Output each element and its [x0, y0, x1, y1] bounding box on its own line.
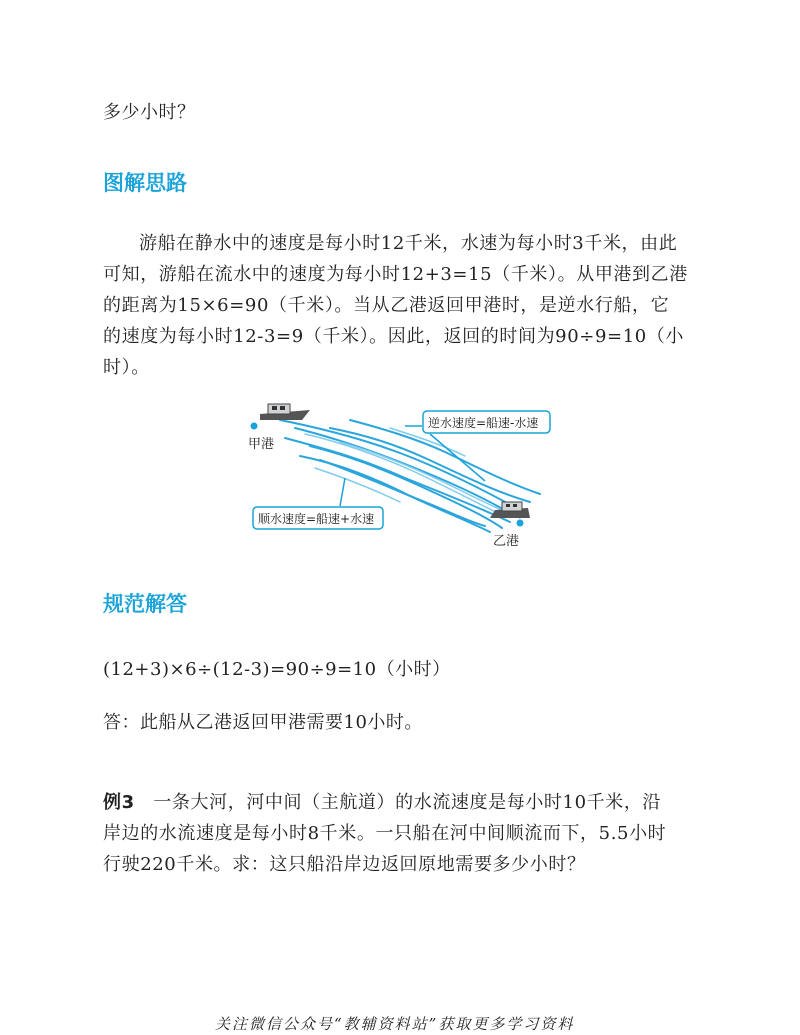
river-boat-diagram — [240, 398, 570, 558]
example3-line: 一条大河，河中间（主航道）的水流速度是每小时10千米，沿 — [134, 792, 662, 813]
explanation-line: 可知，游船在流水中的速度为每小时12+3=15（千米）。从甲港到乙港 — [103, 264, 688, 285]
example3-line: 行驶220千米。求：这只船沿岸边返回原地需要多少小时？ — [103, 854, 586, 875]
explanation-line: 的距离为15×6=90（千米）。当从乙港返回甲港时，是逆水行船，它 — [103, 295, 670, 316]
upstream-speed-label: 逆水速度=船速-水速 — [428, 416, 539, 430]
solution-answer: 答：此船从乙港返回甲港需要10小时。 — [103, 712, 423, 733]
port-b-dot — [517, 520, 524, 527]
port-a-dot — [251, 423, 258, 430]
explanation-line: 时）。 — [103, 357, 150, 378]
explanation-line: 的速度为每小时12-3=9（千米）。因此，返回的时间为90÷9=10（小 — [103, 326, 684, 347]
downstream-speed-label: 顺水速度=船速+水速 — [258, 512, 375, 526]
example3-label: 例3 — [103, 792, 135, 813]
solution-formula: (12+3)×6÷(12-3)=90÷9=10（小时） — [103, 659, 451, 680]
section-heading-standard-answer: 规范解答 — [103, 592, 187, 616]
example3-line: 岸边的水流速度是每小时8千米。一只船在河中间顺流而下，5.5小时 — [103, 823, 667, 844]
continued-question-text: 多少小时？ — [103, 102, 196, 123]
section-heading-illustrated-thinking: 图解思路 — [103, 171, 187, 195]
port-b-label: 乙港 — [493, 534, 520, 549]
explanation-line: 游船在静水中的速度是每小时12千米，水速为每小时3千米，由此 — [139, 233, 678, 254]
boat-a-icon — [260, 404, 310, 420]
footer-watermark-text: 关注微信公众号“教辅资料站”获取更多学习资料 — [215, 1015, 575, 1033]
example3-problem — [103, 787, 723, 880]
explanation-paragraph — [103, 228, 703, 383]
downstream-pointer-line — [340, 478, 345, 506]
port-a-label: 甲港 — [248, 437, 275, 452]
